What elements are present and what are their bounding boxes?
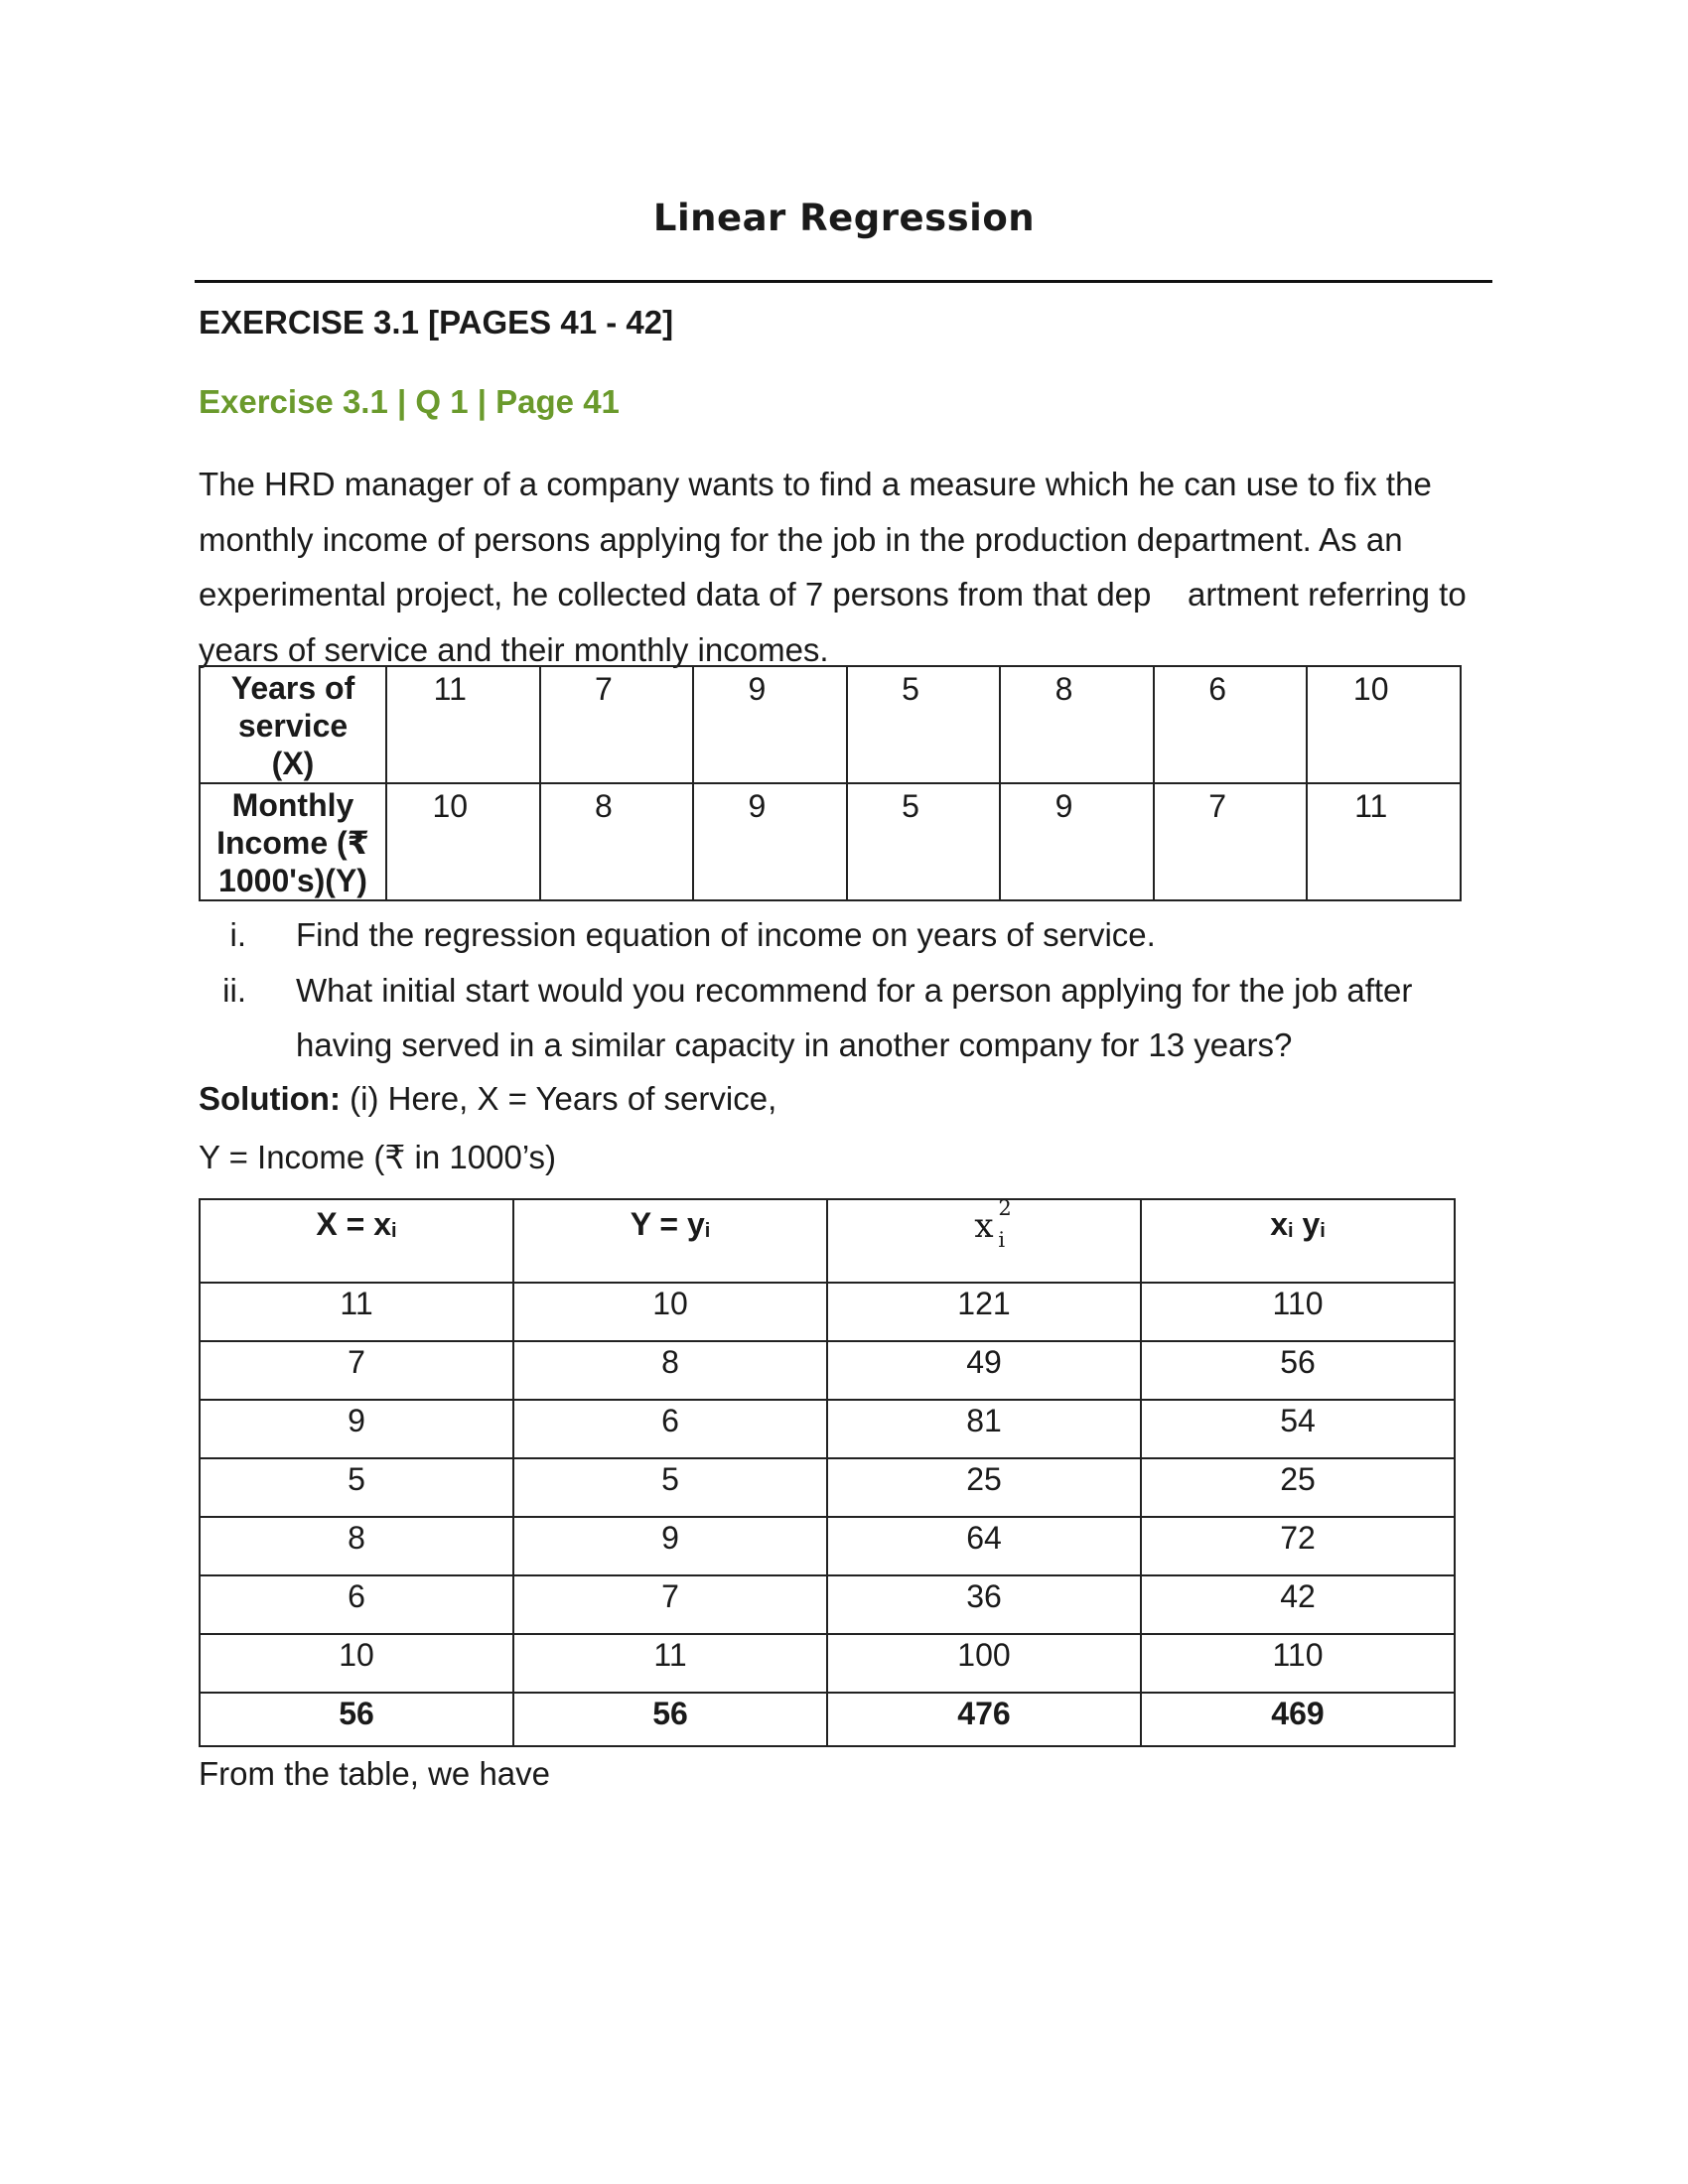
list-marker: ii.	[222, 971, 246, 1009]
y-definition: Y = Income (₹ in 1000’s)	[199, 1139, 557, 1175]
table-row: 10 11 100 110	[200, 1634, 1455, 1693]
question-line: The HRD manager of a company wants to find a measure which he can use to fix the	[199, 466, 1432, 502]
table-row: 8 9 64 72	[200, 1517, 1455, 1575]
question-line: years of service and their monthly incomes.	[199, 630, 829, 668]
table-header-row	[200, 1199, 1455, 1283]
page-title: Linear Regression	[652, 197, 1036, 239]
list-item	[199, 907, 1489, 963]
table-cell: 7	[1154, 783, 1308, 900]
table-row: 11 10 121 110	[200, 1283, 1455, 1341]
given-data-table	[199, 665, 1462, 901]
column-header-x-squared: x 2 i	[827, 1199, 1141, 1283]
table-cell: 10	[1307, 666, 1461, 783]
table-cell: 9	[693, 783, 847, 900]
solution-text: (i) Here, X = Years of service,	[340, 1080, 777, 1117]
column-header-x: X = xi	[200, 1199, 513, 1283]
question-line: monthly income of persons applying for the job in the production department. As an	[199, 520, 1403, 558]
closing-text: From the table, we have	[199, 1755, 551, 1792]
column-header-y: Y = yi	[513, 1199, 827, 1283]
table-row: 9 6 81 54	[200, 1400, 1455, 1458]
table-cell: 9	[1000, 783, 1154, 900]
column-header-xy: xi yi	[1141, 1199, 1455, 1283]
table-cell: 6	[1154, 666, 1308, 783]
sub-question-text: What initial start would you recommend for a person applying for the job after	[296, 971, 1413, 1009]
sub-question-text: having served in a similar capacity in another company for 13 years?	[296, 1026, 1293, 1063]
table-cell: 10	[386, 783, 540, 900]
question-line: experimental project, he collected data of 7 persons from that dep artment referring to	[199, 576, 1467, 613]
list-item	[199, 963, 1489, 1073]
table-total-row: 56 56 476 469	[200, 1693, 1455, 1746]
question-reference: Exercise 3.1 | Q 1 | Page 41	[199, 383, 620, 420]
table-cell: 8	[540, 783, 694, 900]
table-cell: 5	[847, 783, 1001, 900]
sub-questions	[199, 907, 1489, 1073]
table-row: 5 5 25 25	[200, 1458, 1455, 1517]
list-marker: i.	[229, 916, 246, 953]
table-cell: 11	[1307, 783, 1461, 900]
table-cell: 8	[1000, 666, 1154, 783]
calculation-table	[199, 1198, 1456, 1747]
table-row-income	[200, 783, 1461, 900]
solution-intro	[199, 1080, 776, 1118]
table-row-years	[200, 666, 1461, 783]
sub-question-text: Find the regression equation of income on years of service.	[296, 916, 1156, 953]
table-row: 7 8 49 56	[200, 1341, 1455, 1400]
table-cell: 11	[386, 666, 540, 783]
row-header-years: Years of service (X)	[200, 666, 386, 783]
exercise-heading: EXERCISE 3.1 [PAGES 41 - 42]	[199, 304, 674, 341]
table-cell: 9	[693, 666, 847, 783]
table-row: 6 7 36 42	[200, 1575, 1455, 1634]
title-divider	[195, 280, 1492, 283]
table-cell: 5	[847, 666, 1001, 783]
table-cell: 7	[540, 666, 694, 783]
row-header-income: Monthly Income (₹ 1000's)(Y)	[200, 783, 386, 900]
solution-label: Solution:	[199, 1080, 341, 1117]
question-text	[199, 457, 1489, 677]
